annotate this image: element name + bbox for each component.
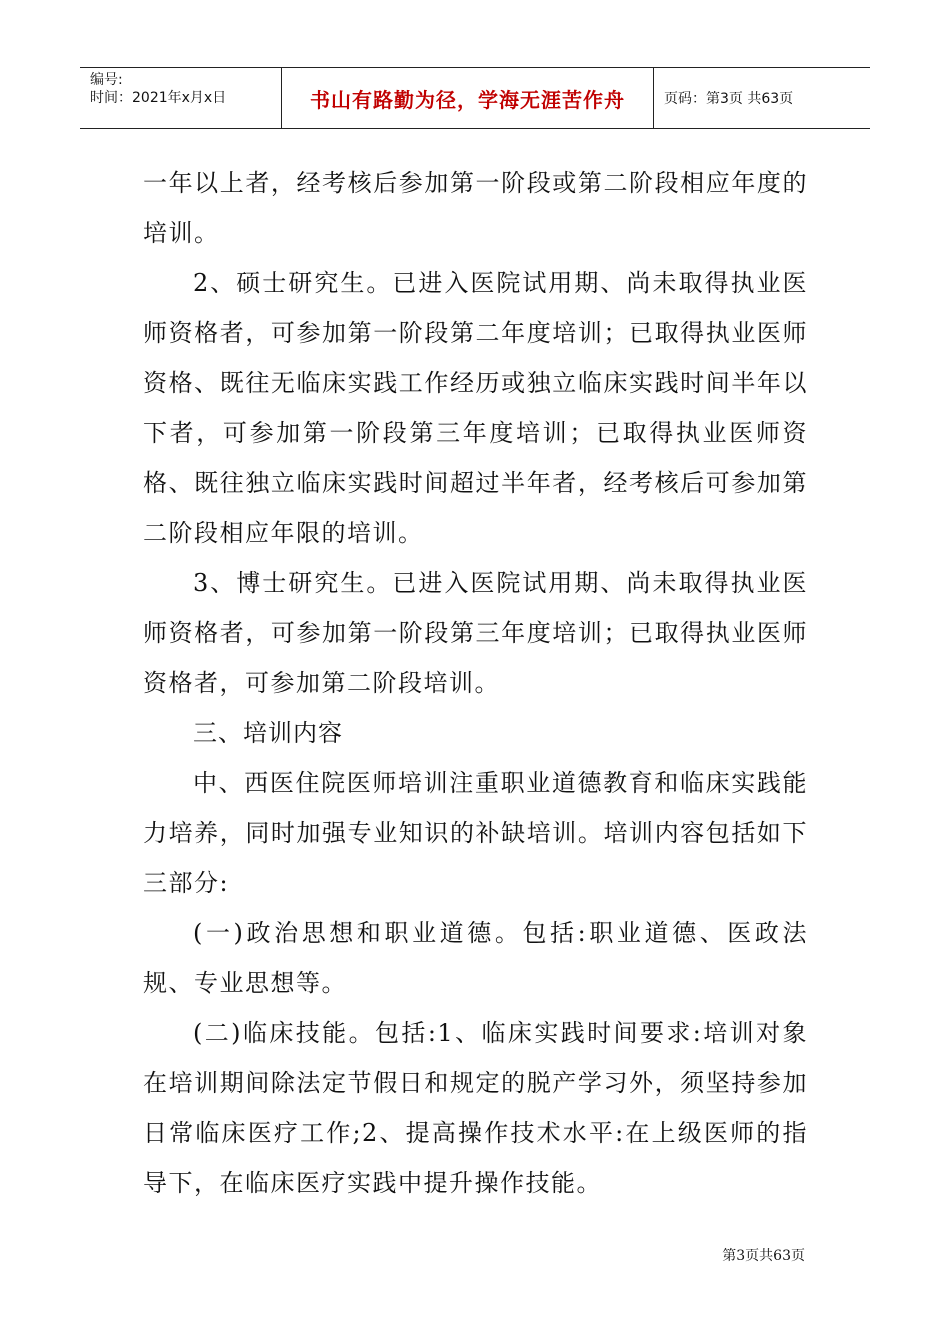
paragraph-master-students: 2、硕士研究生。已进入医院试用期、尚未取得执业医师资格者，可参加第一阶段第二年度培训；已取得执业医师资格、既往无临床实践工作经历或独立临床实践时间半年以下者，可参加第一阶段第三年度培训；已取得执业医师资格、既往独立临床实践时间超过半年者，经考核后可参加第二阶段相应年限的培训。 xyxy=(143,269,808,547)
header-page-info: 页码：第3页 共63页 xyxy=(664,91,794,107)
number-label: 编号: xyxy=(90,72,123,88)
paragraph-clinical-skills: (二)临床技能。包括:1、临床实践时间要求:培训对象在培训期间除法定节假日和规定的脱产学习外，须坚持参加日常临床医疗工作;2、提高操作技术水平:在上级医师的指导下，在临床医疗实践中提升操作技能。 xyxy=(143,1019,808,1197)
document-body xyxy=(143,158,808,1208)
header-meta xyxy=(80,68,282,128)
paragraph-political-ethics: (一)政治思想和职业道德。包括:职业道德、医政法规、专业思想等。 xyxy=(143,919,808,997)
paragraph-doctoral-students: 3、博士研究生。已进入医院试用期、尚未取得执业医师资格者，可参加第一阶段第三年度培训；已取得执业医师资格者，可参加第二阶段培训。 xyxy=(143,569,808,697)
section-heading-training-content: 三、培训内容 xyxy=(193,719,343,747)
page-footer: 第3页共63页 xyxy=(722,1248,805,1264)
header-motto: 书山有路勤为径，学海无涯苦作舟 xyxy=(282,68,654,128)
document-header xyxy=(80,67,870,129)
paragraph-training-overview: 中、西医住院医师培训注重职业道德教育和临床实践能力培养，同时加强专业知识的补缺培训。培训内容包括如下三部分: xyxy=(143,769,808,897)
paragraph-continuation: 一年以上者，经考核后参加第一阶段或第二阶段相应年度的培训。 xyxy=(143,169,808,247)
time-label: 时间：2021年x月x日 xyxy=(90,90,227,106)
